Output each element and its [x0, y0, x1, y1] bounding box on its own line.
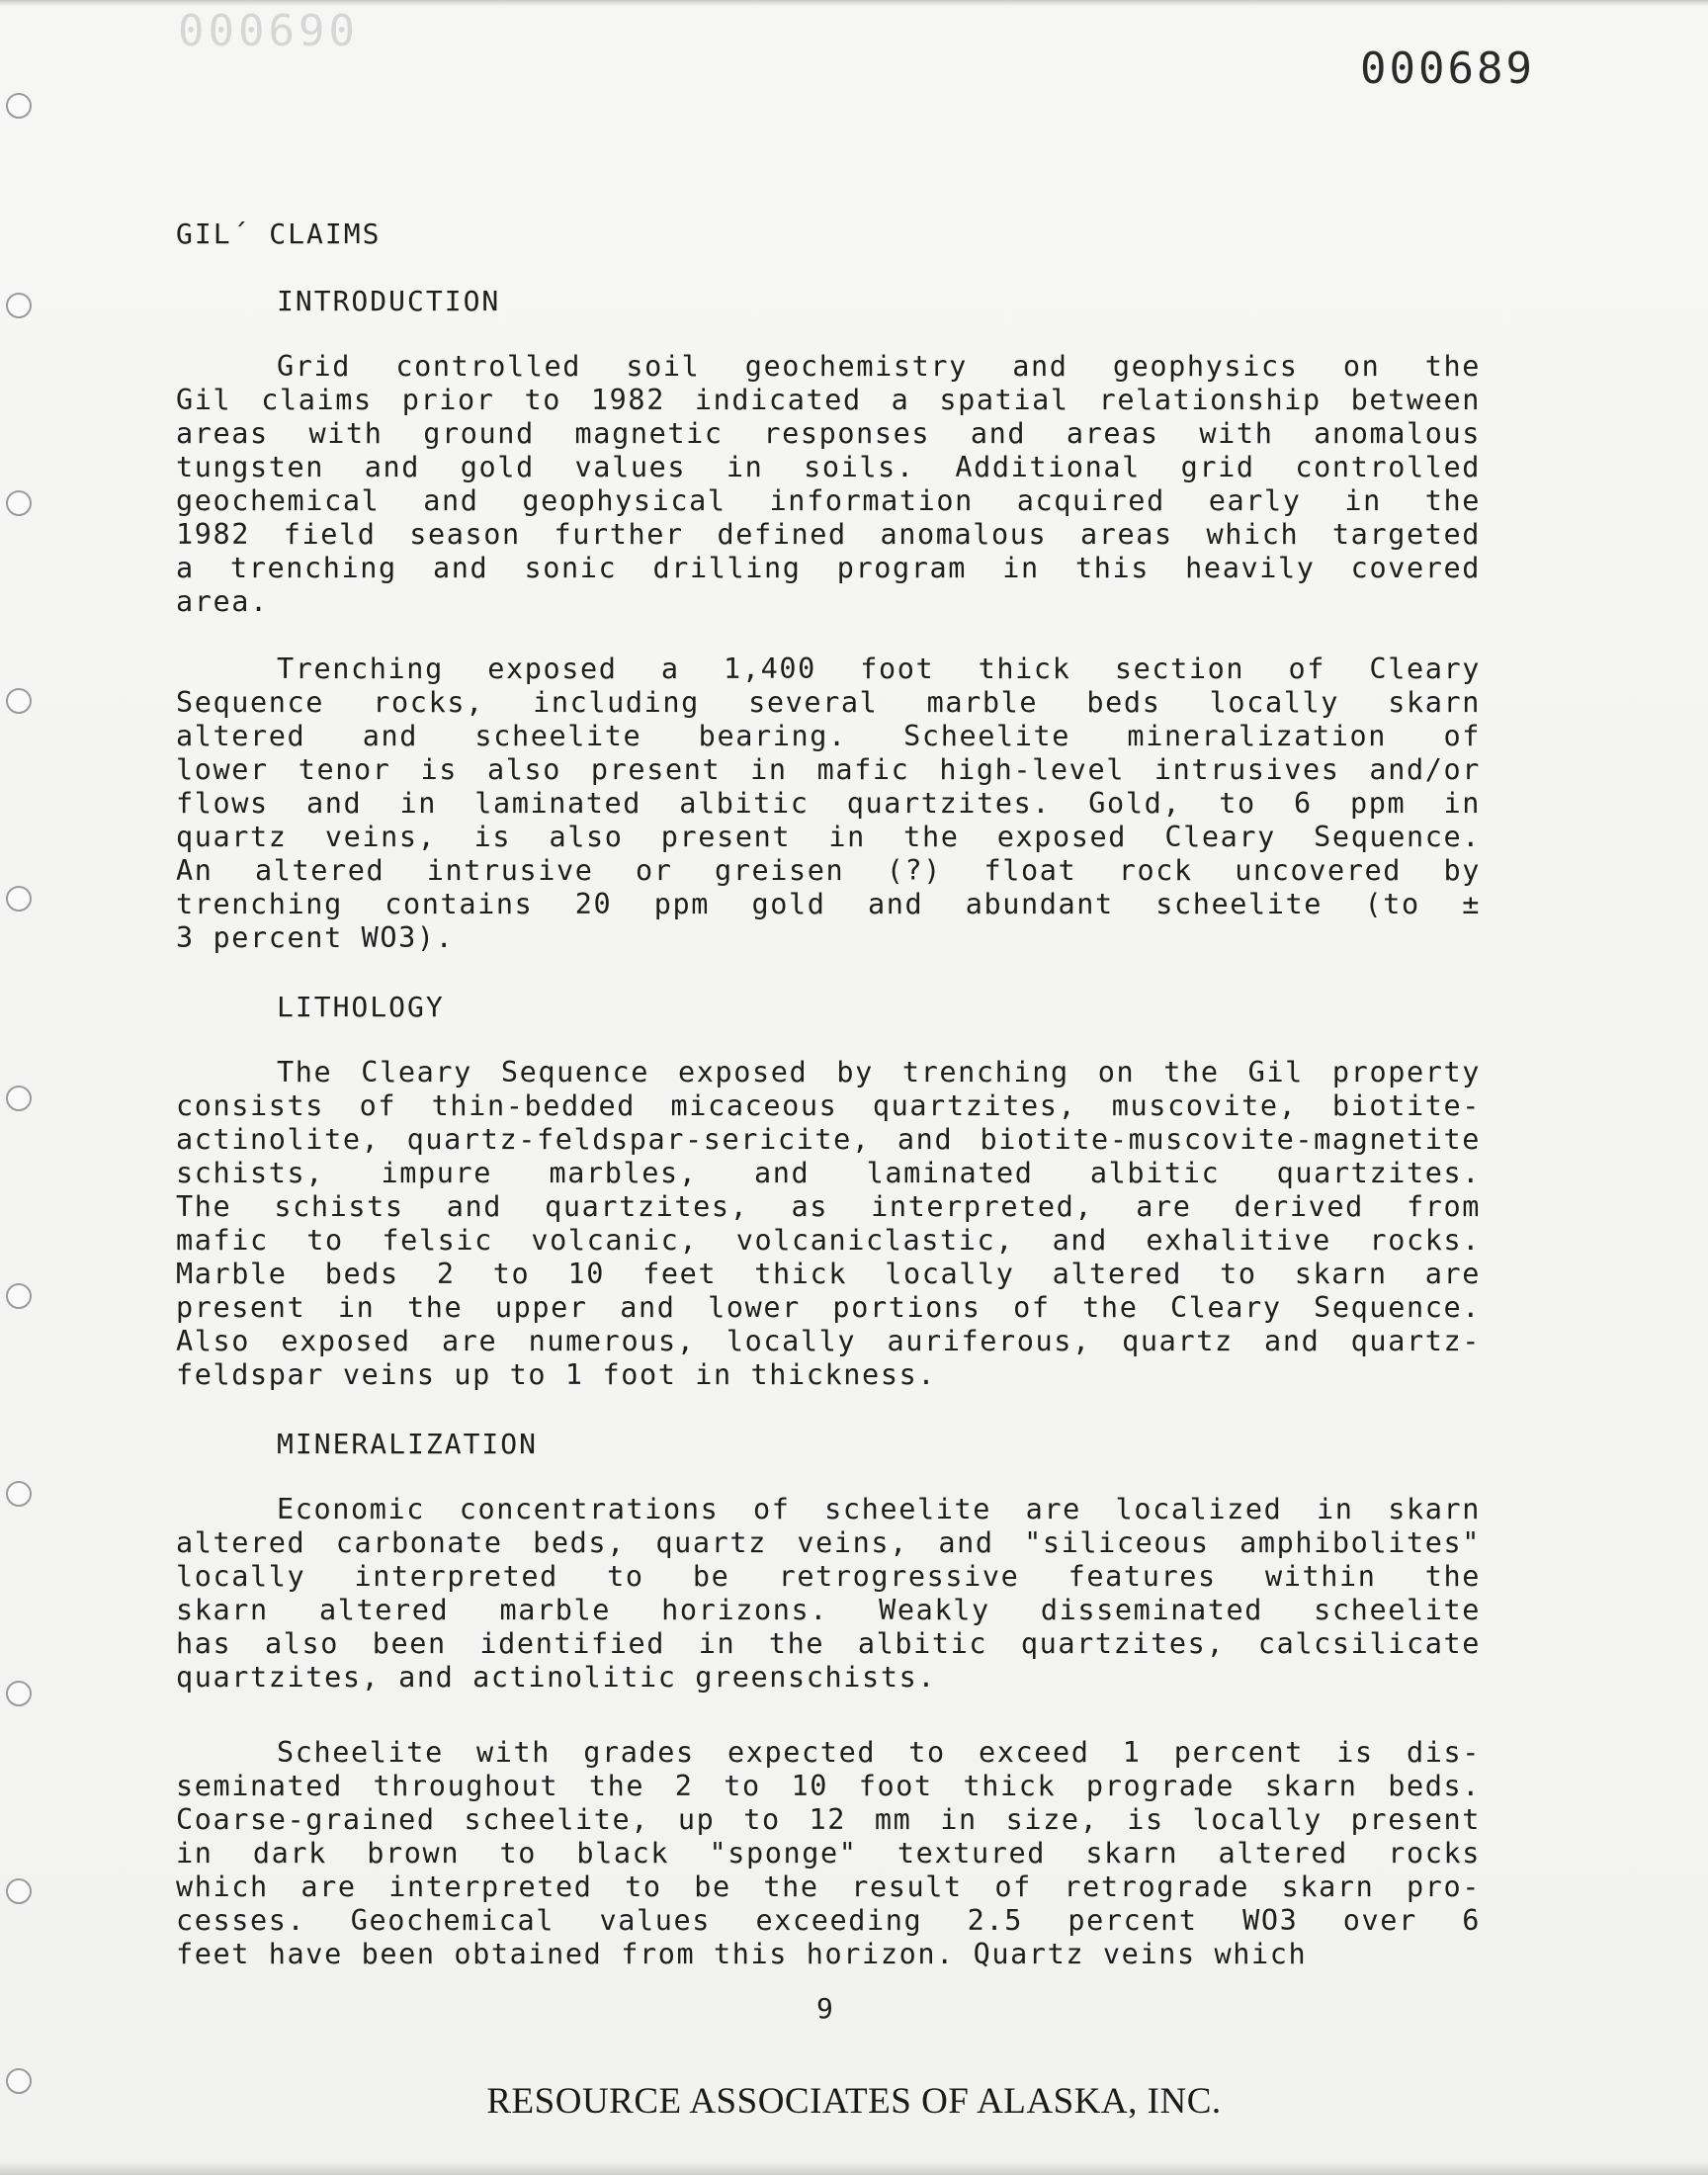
text-line: Coarse-grained scheelite, up to 12 mm in size, is locally present: [176, 1803, 1481, 1836]
body-paragraph: [176, 1056, 1481, 1392]
binder-hole: [6, 1086, 32, 1111]
text-line: feldspar veins up to 1 foot in thickness.: [176, 1358, 937, 1391]
text-line: area.: [176, 585, 269, 618]
body-paragraph: [176, 1736, 1481, 1971]
text-line: a trenching and sonic drilling program in this heavily covered: [176, 552, 1481, 584]
text-line: lower tenor is also present in mafic high-level intrusives and/or: [176, 753, 1481, 786]
text-line: Also exposed are numerous, locally auriferous, quartz and quartz-: [176, 1325, 1481, 1357]
body-paragraph: [176, 1493, 1481, 1695]
text-line: flows and in laminated albitic quartzites. Gold, to 6 ppm in: [176, 787, 1481, 820]
binder-hole: [6, 688, 32, 714]
text-line: The Cleary Sequence exposed by trenching on the Gil property: [277, 1056, 1481, 1088]
text-line: Trenching exposed a 1,400 foot thick section of Cleary: [277, 652, 1481, 685]
text-line: consists of thin-bedded micaceous quartzites, muscovite, biotite-: [176, 1089, 1481, 1122]
binder-hole: [6, 293, 32, 318]
binder-hole: [6, 490, 32, 516]
body-paragraph: [176, 350, 1481, 619]
text-line: seminated throughout the 2 to 10 foot thick prograde skarn beds.: [176, 1770, 1481, 1802]
text-line: Scheelite with grades expected to exceed 1 percent is dis-: [277, 1736, 1481, 1769]
text-line: quartz veins, is also present in the exposed Cleary Sequence.: [176, 821, 1481, 853]
text-line: has also been identified in the albitic quartzites, calcsilicate: [176, 1627, 1481, 1660]
text-line: 1982 field season further defined anomalous areas which targeted: [176, 518, 1481, 551]
text-line: altered and scheelite bearing. Scheelite mineralization of: [176, 720, 1481, 752]
text-line: tungsten and gold values in soils. Additional grid controlled: [176, 451, 1481, 483]
text-line: schists, impure marbles, and laminated albitic quartzites.: [176, 1157, 1481, 1189]
page-number: 9: [816, 1992, 833, 2025]
text-line: locally interpreted to be retrogressive features within the: [176, 1560, 1481, 1593]
body-paragraph: [176, 652, 1481, 955]
binder-hole: [6, 1283, 32, 1309]
text-line: in dark brown to black "sponge" textured skarn altered rocks: [176, 1837, 1481, 1870]
text-line: present in the upper and lower portions of the Cleary Sequence.: [176, 1291, 1481, 1324]
document-title: GIL´ CLAIMS: [176, 218, 382, 250]
text-line: 3 percent WO3).: [176, 921, 455, 954]
text-line: Gil claims prior to 1982 indicated a spatial relationship between: [176, 384, 1481, 416]
binder-hole: [6, 886, 32, 912]
page-bottom-edge: [0, 2161, 1708, 2175]
text-line: areas with ground magnetic responses and areas with anomalous: [176, 417, 1481, 450]
text-line: skarn altered marble horizons. Weakly disseminated scheelite: [176, 1594, 1481, 1626]
text-line: which are interpreted to be the result of retrograde skarn pro-: [176, 1870, 1481, 1903]
text-line: feet have been obtained from this horizon. Quartz veins which: [176, 1938, 1308, 1970]
bleed-through-number: 000690: [178, 6, 359, 56]
text-line: trenching contains 20 ppm gold and abundant scheelite (to ±: [176, 888, 1481, 920]
text-line: quartzites, and actinolitic greenschists.: [176, 1661, 937, 1694]
document-number: 000689: [1360, 44, 1535, 94]
section-heading: LITHOLOGY: [277, 991, 445, 1023]
binder-hole: [6, 1681, 32, 1706]
text-line: cesses. Geochemical values exceeding 2.5 percent WO3 over 6: [176, 1904, 1481, 1937]
text-line: Grid controlled soil geochemistry and geophysics on the: [277, 350, 1481, 383]
text-line: Sequence rocks, including several marble beds locally skarn: [176, 686, 1481, 719]
section-heading: INTRODUCTION: [277, 285, 501, 317]
binder-hole: [6, 93, 32, 119]
binder-hole: [6, 1481, 32, 1507]
text-line: actinolite, quartz-feldspar-sericite, and biotite-muscovite-magnetite: [176, 1123, 1481, 1156]
text-line: Marble beds 2 to 10 feet thick locally altered to skarn are: [176, 1258, 1481, 1290]
text-line: Economic concentrations of scheelite are localized in skarn: [277, 1493, 1481, 1525]
company-footer: RESOURCE ASSOCIATES OF ALASKA, INC.: [486, 2081, 1222, 2122]
text-line: altered carbonate beds, quartz veins, and "siliceous amphibolites": [176, 1526, 1481, 1559]
text-line: geochemical and geophysical information acquired early in the: [176, 484, 1481, 517]
binder-hole: [6, 1878, 32, 1904]
text-line: The schists and quartzites, as interpreted, are derived from: [176, 1190, 1481, 1223]
section-heading: MINERALIZATION: [277, 1428, 539, 1460]
text-line: mafic to felsic volcanic, volcaniclastic, and exhalitive rocks.: [176, 1224, 1481, 1257]
text-line: An altered intrusive or greisen (?) float rock uncovered by: [176, 854, 1481, 887]
